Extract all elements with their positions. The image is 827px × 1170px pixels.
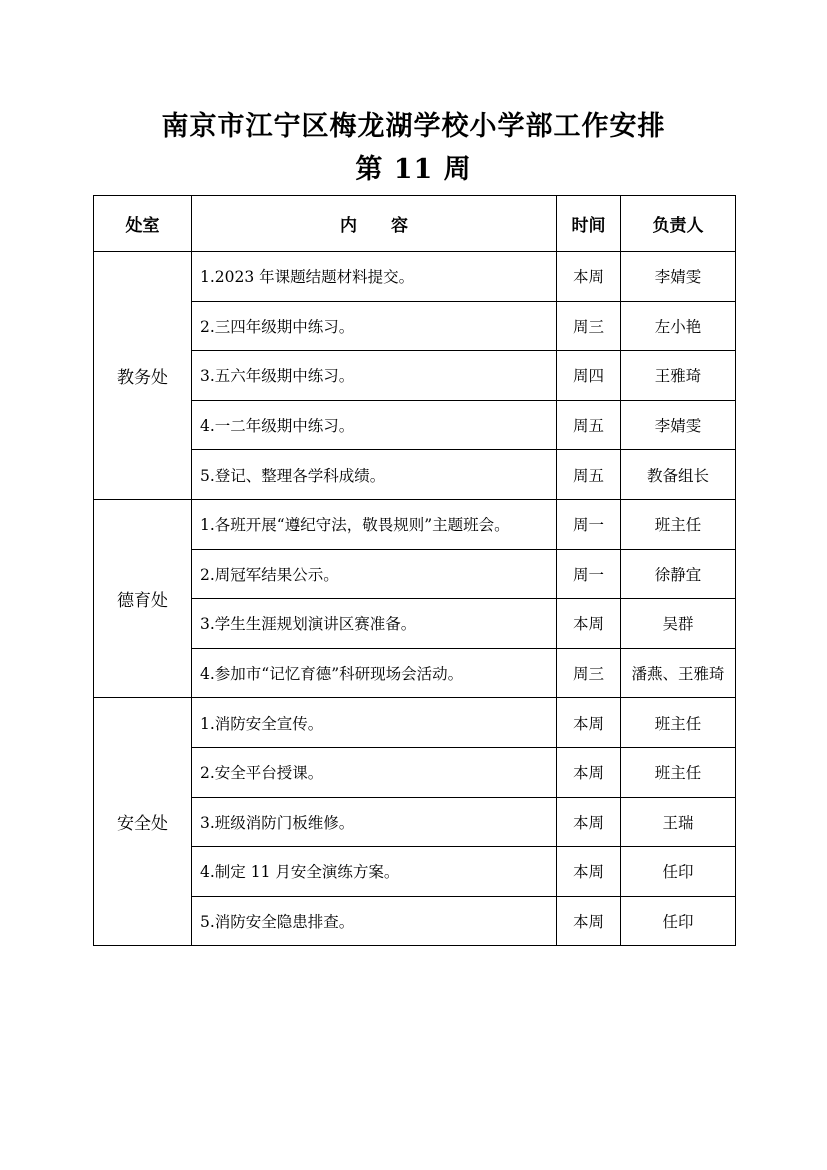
time-cell: 本周 xyxy=(557,698,621,748)
content-cell: 3.学生生涯规划演讲区赛准备。 xyxy=(192,599,557,649)
time-cell: 本周 xyxy=(557,599,621,649)
schedule-table xyxy=(93,195,736,946)
table-row xyxy=(94,698,736,748)
person-cell: 王瑞 xyxy=(621,797,736,847)
header-person: 负责人 xyxy=(621,196,736,252)
content-cell: 2.安全平台授课。 xyxy=(192,747,557,797)
content-cell: 2.周冠军结果公示。 xyxy=(192,549,557,599)
dept-cell: 安全处 xyxy=(94,698,192,946)
person-cell: 任印 xyxy=(621,896,736,946)
time-cell: 本周 xyxy=(557,896,621,946)
header-time: 时间 xyxy=(557,196,621,252)
page-title: 南京市江宁区梅龙湖学校小学部工作安排 xyxy=(161,111,666,142)
content-cell: 5.登记、整理各学科成绩。 xyxy=(192,450,557,500)
table-row xyxy=(94,499,736,549)
content-cell: 3.五六年级期中练习。 xyxy=(192,351,557,401)
time-cell: 本周 xyxy=(557,747,621,797)
person-cell: 教备组长 xyxy=(621,450,736,500)
time-cell: 周五 xyxy=(557,400,621,450)
content-cell: 1.2023 年课题结题材料提交。 xyxy=(192,252,557,302)
time-cell: 周一 xyxy=(557,499,621,549)
person-cell: 潘燕、王雅琦 xyxy=(621,648,736,698)
table-header-row xyxy=(94,196,736,252)
person-cell: 班主任 xyxy=(621,747,736,797)
person-cell: 任印 xyxy=(621,847,736,897)
person-cell: 班主任 xyxy=(621,698,736,748)
person-cell: 徐静宜 xyxy=(621,549,736,599)
content-cell: 5.消防安全隐患排查。 xyxy=(192,896,557,946)
content-cell: 4.一二年级期中练习。 xyxy=(192,400,557,450)
person-cell: 班主任 xyxy=(621,499,736,549)
person-cell: 李婧雯 xyxy=(621,252,736,302)
header-dept: 处室 xyxy=(94,196,192,252)
content-cell: 1.各班开展“遵纪守法，敬畏规则”主题班会。 xyxy=(192,499,557,549)
table-row xyxy=(94,252,736,302)
week-subtitle: 第 11 周 xyxy=(355,154,472,185)
content-cell: 2.三四年级期中练习。 xyxy=(192,301,557,351)
time-cell: 本周 xyxy=(557,252,621,302)
content-cell: 4.参加市“记忆育德”科研现场会活动。 xyxy=(192,648,557,698)
content-cell: 4.制定 11 月安全演练方案。 xyxy=(192,847,557,897)
person-cell: 李婧雯 xyxy=(621,400,736,450)
dept-cell: 德育处 xyxy=(94,499,192,697)
content-cell: 3.班级消防门板维修。 xyxy=(192,797,557,847)
time-cell: 周一 xyxy=(557,549,621,599)
person-cell: 吴群 xyxy=(621,599,736,649)
content-cell: 1.消防安全宣传。 xyxy=(192,698,557,748)
header-content: 内 容 xyxy=(192,196,557,252)
dept-cell: 教务处 xyxy=(94,252,192,500)
time-cell: 本周 xyxy=(557,797,621,847)
person-cell: 王雅琦 xyxy=(621,351,736,401)
time-cell: 周三 xyxy=(557,301,621,351)
person-cell: 左小艳 xyxy=(621,301,736,351)
time-cell: 周三 xyxy=(557,648,621,698)
time-cell: 周五 xyxy=(557,450,621,500)
time-cell: 周四 xyxy=(557,351,621,401)
time-cell: 本周 xyxy=(557,847,621,897)
